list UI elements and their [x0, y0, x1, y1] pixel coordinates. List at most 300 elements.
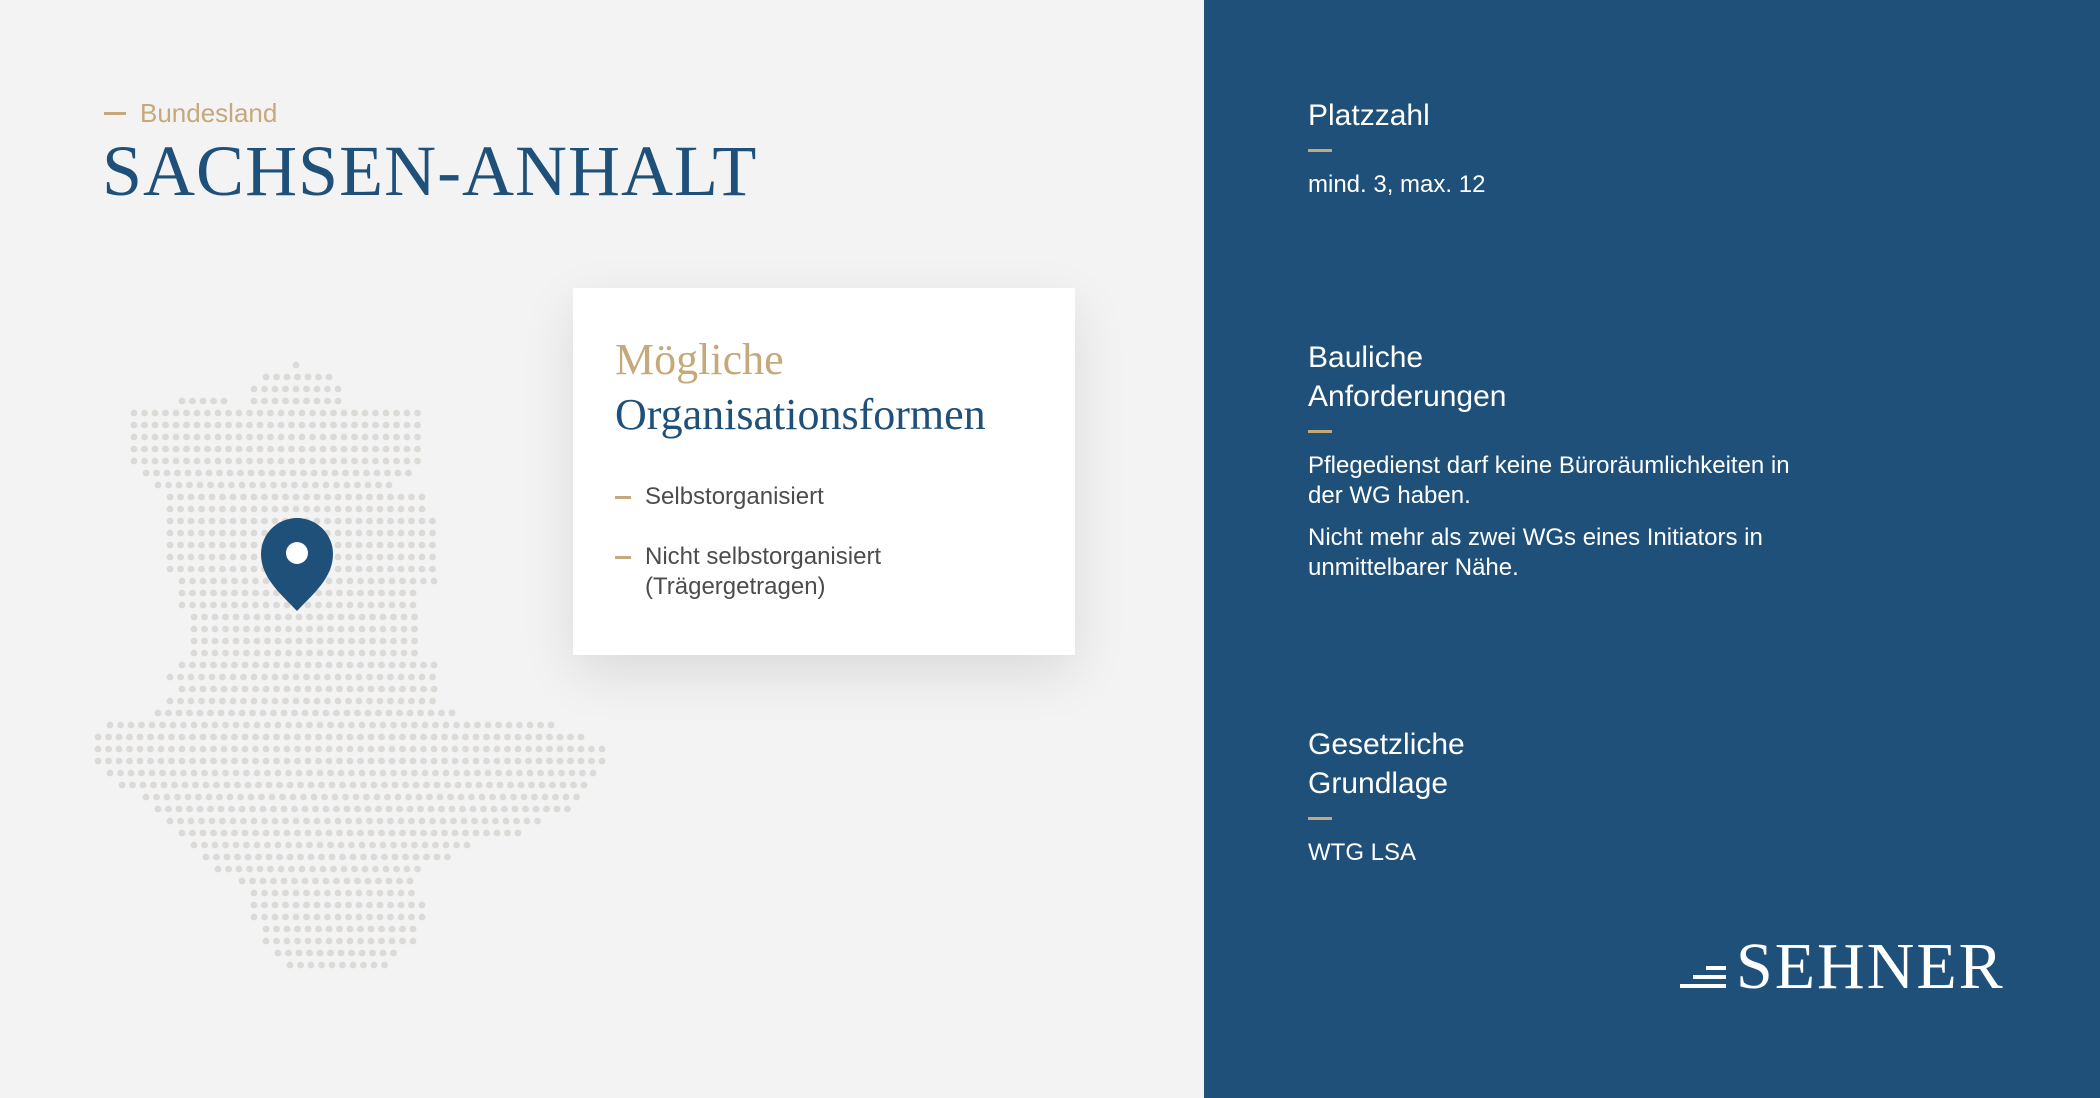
map-dot — [399, 938, 406, 945]
map-dot — [131, 410, 138, 417]
map-dot — [351, 422, 358, 429]
map-dot — [138, 770, 145, 777]
list-item-label: Selbstorganisiert — [645, 483, 824, 510]
map-dot — [200, 746, 207, 753]
map-dot — [536, 746, 543, 753]
map-dot — [254, 770, 261, 777]
map-dot — [285, 614, 292, 621]
map-dot — [429, 530, 436, 537]
map-dot — [233, 626, 240, 633]
map-dot — [489, 794, 496, 801]
map-dot — [272, 914, 279, 921]
map-dot — [152, 458, 159, 465]
map-dot — [273, 374, 280, 381]
map-dot — [240, 542, 247, 549]
map-dot — [303, 674, 310, 681]
map-dot — [399, 758, 406, 765]
map-dot — [422, 770, 429, 777]
map-dot — [212, 614, 219, 621]
map-dot — [296, 638, 303, 645]
map-dot — [503, 818, 510, 825]
map-dot — [165, 806, 172, 813]
map-dot — [308, 782, 315, 789]
map-dot — [240, 554, 247, 561]
map-dot — [386, 710, 393, 717]
map-dot — [302, 806, 309, 813]
map-dot — [179, 602, 186, 609]
map-dot — [231, 830, 238, 837]
section-title: Bauliche Anforderungen — [1308, 341, 1507, 413]
map-dot — [381, 962, 388, 969]
map-dot — [263, 662, 270, 669]
map-dot — [507, 782, 514, 789]
map-dot — [278, 434, 285, 441]
map-dot — [335, 494, 342, 501]
map-dot — [200, 578, 207, 585]
map-dot — [306, 842, 313, 849]
map-dot — [222, 770, 229, 777]
map-dot — [548, 722, 555, 729]
map-dot — [401, 650, 408, 657]
map-dot — [225, 866, 232, 873]
map-dot — [168, 758, 175, 765]
map-dot — [378, 734, 385, 741]
map-dot — [252, 734, 259, 741]
map-dot — [515, 758, 522, 765]
map-dot — [231, 602, 238, 609]
map-dot — [314, 674, 321, 681]
map-dot — [215, 458, 222, 465]
map-dot — [149, 770, 156, 777]
map-dot — [285, 770, 292, 777]
map-dot — [479, 794, 486, 801]
map-dot — [380, 950, 387, 957]
map-dot — [189, 662, 196, 669]
map-dot — [198, 494, 205, 501]
map-dot — [393, 866, 400, 873]
map-dot — [240, 698, 247, 705]
map-dot — [219, 542, 226, 549]
map-dot — [419, 698, 426, 705]
map-dot — [380, 770, 387, 777]
map-dot — [408, 518, 415, 525]
map-dot — [324, 818, 331, 825]
map-dot — [186, 710, 193, 717]
map-dot — [242, 734, 249, 741]
map-dot — [180, 770, 187, 777]
map-dot — [296, 842, 303, 849]
map-dot — [387, 902, 394, 909]
map-dot — [282, 674, 289, 681]
map-dot — [251, 386, 258, 393]
map-dot — [345, 674, 352, 681]
map-dot — [230, 566, 237, 573]
map-dot — [290, 794, 297, 801]
map-dot — [377, 542, 384, 549]
map-dot — [495, 722, 502, 729]
map-dot — [264, 638, 271, 645]
map-dot — [198, 554, 205, 561]
map-dot — [476, 782, 483, 789]
map-dot — [377, 890, 384, 897]
map-dot — [251, 494, 258, 501]
map-dot — [389, 938, 396, 945]
map-dot — [305, 686, 312, 693]
map-dot — [201, 614, 208, 621]
map-dot — [351, 458, 358, 465]
map-dot — [239, 482, 246, 489]
map-dot — [179, 686, 186, 693]
map-dot — [143, 470, 150, 477]
map-dot — [315, 734, 322, 741]
map-dot — [221, 602, 228, 609]
map-dot — [449, 806, 456, 813]
map-dot — [294, 662, 301, 669]
map-dot — [354, 806, 361, 813]
map-dot — [294, 758, 301, 765]
map-dot — [293, 506, 300, 513]
map-dot — [354, 482, 361, 489]
map-dot — [173, 446, 180, 453]
map-dot — [411, 842, 418, 849]
map-dot — [329, 782, 336, 789]
map-dot — [291, 482, 298, 489]
map-dot — [95, 758, 102, 765]
map-dot — [306, 626, 313, 633]
map-dot — [401, 614, 408, 621]
map-dot — [252, 758, 259, 765]
map-dot — [377, 902, 384, 909]
map-dot — [326, 662, 333, 669]
map-dot — [443, 842, 450, 849]
map-dot — [378, 578, 385, 585]
map-dot — [321, 470, 328, 477]
map-dot — [194, 446, 201, 453]
map-dot — [320, 458, 327, 465]
map-dot — [335, 914, 342, 921]
map-dot — [365, 710, 372, 717]
map-dot — [242, 758, 249, 765]
map-dot — [167, 566, 174, 573]
map-dot — [221, 830, 228, 837]
map-dot — [147, 758, 154, 765]
map-dot — [401, 770, 408, 777]
map-dot — [461, 818, 468, 825]
map-dot — [366, 554, 373, 561]
map-dot — [333, 482, 340, 489]
map-dot — [326, 590, 333, 597]
map-dot — [183, 410, 190, 417]
map-dot — [246, 446, 253, 453]
map-dot — [209, 566, 216, 573]
map-dot — [359, 722, 366, 729]
map-dot — [314, 818, 321, 825]
map-dot — [398, 914, 405, 921]
map-dot — [323, 482, 330, 489]
map-dot — [372, 866, 379, 873]
map-dot — [305, 830, 312, 837]
map-dot — [251, 890, 258, 897]
map-dot — [419, 518, 426, 525]
map-dot — [344, 806, 351, 813]
map-dot — [209, 530, 216, 537]
map-dot — [419, 674, 426, 681]
map-dot — [174, 794, 181, 801]
map-dot — [209, 698, 216, 705]
map-dot — [189, 758, 196, 765]
map-dot — [356, 674, 363, 681]
map-dot — [362, 458, 369, 465]
map-dot — [402, 854, 409, 861]
map-dot — [264, 614, 271, 621]
map-dot — [191, 614, 198, 621]
map-dot — [185, 794, 192, 801]
map-dot — [126, 758, 133, 765]
map-dot — [243, 626, 250, 633]
map-dot — [431, 734, 438, 741]
map-dot — [431, 746, 438, 753]
map-dot — [336, 686, 343, 693]
map-dot — [347, 734, 354, 741]
map-dot — [357, 590, 364, 597]
map-dot — [533, 806, 540, 813]
map-dot — [342, 470, 349, 477]
map-dot — [219, 698, 226, 705]
map-dot — [335, 386, 342, 393]
map-dot — [437, 794, 444, 801]
map-dot — [351, 410, 358, 417]
map-dot — [219, 566, 226, 573]
map-dot — [327, 638, 334, 645]
map-dot — [239, 878, 246, 885]
map-dot — [389, 578, 396, 585]
map-dot — [141, 446, 148, 453]
map-dot — [459, 806, 466, 813]
map-dot — [171, 782, 178, 789]
map-dot — [258, 794, 265, 801]
map-dot — [116, 746, 123, 753]
map-dot — [264, 842, 271, 849]
map-dot — [330, 458, 337, 465]
map-dot — [321, 794, 328, 801]
map-dot — [357, 830, 364, 837]
map-dot — [305, 938, 312, 945]
map-dot — [357, 686, 364, 693]
map-dot — [128, 722, 135, 729]
map-dot — [320, 434, 327, 441]
map-dot — [141, 410, 148, 417]
map-dot — [410, 938, 417, 945]
map-dot — [420, 830, 427, 837]
map-dot — [152, 422, 159, 429]
map-dot — [287, 854, 294, 861]
map-dot — [323, 806, 330, 813]
map-dot — [215, 866, 222, 873]
map-dot — [267, 434, 274, 441]
map-dot — [323, 710, 330, 717]
map-dot — [473, 830, 480, 837]
map-dot — [284, 758, 291, 765]
map-dot — [162, 422, 169, 429]
map-dot — [329, 854, 336, 861]
map-dot — [387, 494, 394, 501]
map-dot — [183, 422, 190, 429]
map-dot — [348, 770, 355, 777]
map-dot — [326, 374, 333, 381]
map-dot — [168, 734, 175, 741]
map-dot — [245, 782, 252, 789]
map-dot — [347, 578, 354, 585]
map-dot — [411, 770, 418, 777]
map-dot — [306, 638, 313, 645]
map-dot — [221, 662, 228, 669]
map-dot — [251, 914, 258, 921]
map-dot — [288, 458, 295, 465]
map-dot — [345, 494, 352, 501]
map-dot — [338, 614, 345, 621]
map-dot — [251, 398, 258, 405]
map-dot — [177, 518, 184, 525]
map-dot — [336, 746, 343, 753]
map-dot — [546, 758, 553, 765]
map-dot — [240, 530, 247, 537]
organisation-card — [573, 288, 1075, 655]
map-dot — [288, 434, 295, 441]
map-dot — [284, 374, 291, 381]
map-dot — [320, 422, 327, 429]
map-dot — [288, 446, 295, 453]
map-dot — [297, 782, 304, 789]
map-dot — [155, 806, 162, 813]
map-dot — [474, 770, 481, 777]
map-dot — [381, 782, 388, 789]
map-dot — [281, 710, 288, 717]
map-dot — [179, 578, 186, 585]
map-dot — [230, 530, 237, 537]
map-dot — [414, 434, 421, 441]
map-dot — [420, 734, 427, 741]
map-dot — [380, 650, 387, 657]
map-dot — [200, 590, 207, 597]
map-dot — [315, 662, 322, 669]
map-dot — [261, 914, 268, 921]
map-dot — [455, 782, 462, 789]
map-dot — [557, 734, 564, 741]
map-dot — [191, 722, 198, 729]
map-dot — [189, 602, 196, 609]
map-dot — [200, 830, 207, 837]
map-dot — [294, 686, 301, 693]
map-dot — [257, 434, 264, 441]
map-dot — [210, 758, 217, 765]
map-dot — [221, 746, 228, 753]
section-text: mind. 3, max. 12 — [1308, 171, 1486, 198]
map-dot — [177, 530, 184, 537]
map-dot — [531, 794, 538, 801]
map-dot — [578, 734, 585, 741]
map-dot — [218, 806, 225, 813]
map-dot — [257, 410, 264, 417]
map-dot — [158, 746, 165, 753]
map-dot — [231, 590, 238, 597]
map-dot — [351, 866, 358, 873]
map-dot — [261, 506, 268, 513]
map-dot — [392, 854, 399, 861]
map-dot — [149, 722, 156, 729]
map-dot — [420, 686, 427, 693]
map-dot — [233, 842, 240, 849]
map-dot — [431, 758, 438, 765]
map-dot — [221, 398, 228, 405]
map-dot — [246, 866, 253, 873]
map-dot — [95, 734, 102, 741]
map-dot — [330, 866, 337, 873]
map-dot — [465, 782, 472, 789]
map-dot — [578, 746, 585, 753]
map-dot — [158, 758, 165, 765]
map-dot — [305, 758, 312, 765]
map-dot — [383, 434, 390, 441]
map-dot — [252, 662, 259, 669]
map-dot — [251, 674, 258, 681]
map-dot — [501, 806, 508, 813]
map-dot — [368, 746, 375, 753]
map-dot — [369, 722, 376, 729]
gold-dash-icon — [615, 556, 631, 559]
map-dot — [414, 422, 421, 429]
map-dot — [440, 818, 447, 825]
map-dot — [279, 470, 286, 477]
map-dot — [189, 734, 196, 741]
map-dot — [221, 734, 228, 741]
map-dot — [356, 818, 363, 825]
map-dot — [216, 794, 223, 801]
map-dot — [209, 494, 216, 501]
map-dot — [251, 506, 258, 513]
map-dot — [344, 710, 351, 717]
map-dot — [273, 830, 280, 837]
map-dot — [182, 782, 189, 789]
map-dot — [419, 902, 426, 909]
map-dot — [230, 818, 237, 825]
map-dot — [534, 818, 541, 825]
map-dot — [252, 686, 259, 693]
map-dot — [141, 422, 148, 429]
map-dot — [353, 470, 360, 477]
map-dot — [269, 470, 276, 477]
map-dot — [366, 518, 373, 525]
map-dot — [527, 770, 534, 777]
map-dot — [345, 506, 352, 513]
map-dot — [389, 590, 396, 597]
map-dot — [273, 746, 280, 753]
map-dot — [273, 686, 280, 693]
map-dot — [401, 638, 408, 645]
map-dot — [383, 866, 390, 873]
map-dot — [372, 422, 379, 429]
map-dot — [405, 794, 412, 801]
map-dot — [339, 854, 346, 861]
map-dot — [347, 758, 354, 765]
map-dot — [302, 710, 309, 717]
map-dot — [131, 422, 138, 429]
map-dot — [369, 950, 376, 957]
map-dot — [588, 758, 595, 765]
map-dot — [261, 386, 268, 393]
map-dot — [419, 554, 426, 561]
map-dot — [290, 470, 297, 477]
map-dot — [390, 650, 397, 657]
